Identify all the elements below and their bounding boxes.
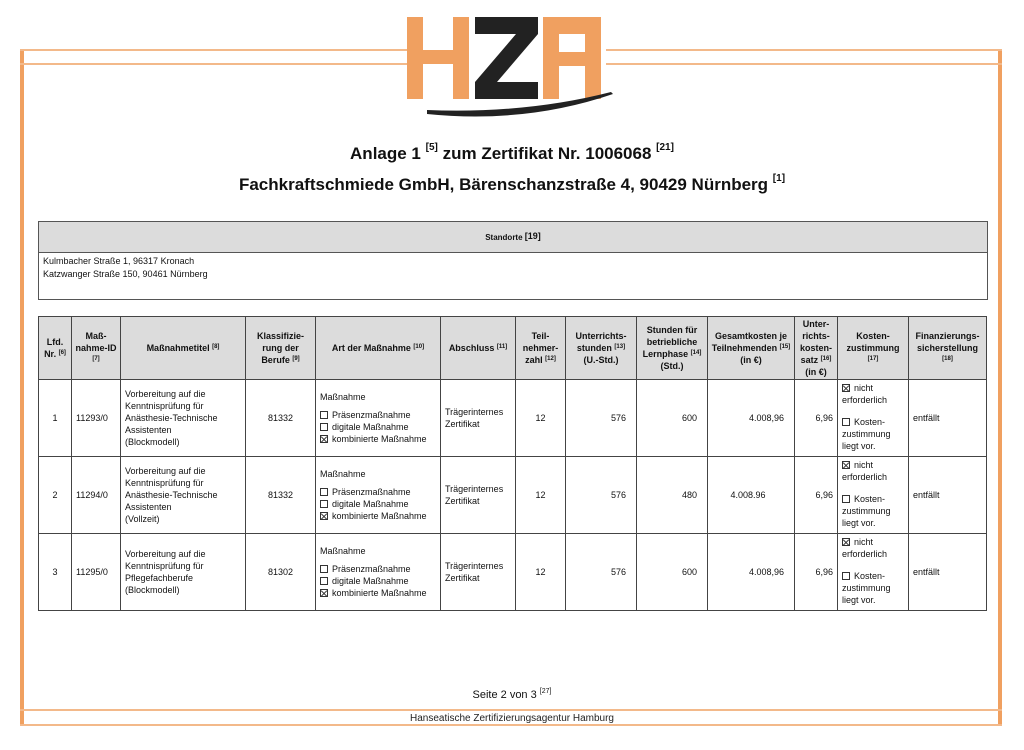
- standort-address: Katzwanger Straße 150, 90461 Nürnberg: [43, 269, 208, 279]
- kostensatz-cell: [795, 380, 838, 457]
- page-number: Seite 2 von 3 [27]: [472, 688, 552, 701]
- checkbox-label: Präsenzmaßnahme: [332, 564, 411, 574]
- abschluss-line: Zertifikat: [445, 573, 480, 583]
- checkbox-label: kombinierte Maßnahme: [332, 588, 427, 598]
- klassifizierung-cell: [246, 457, 316, 534]
- checkbox-label: Kosten-zustimmung liegt vor.: [842, 571, 891, 605]
- finanzierungssicherstellung: entfällt: [913, 567, 940, 577]
- massnahme-id: 11294/0: [76, 490, 108, 500]
- klassifizierung: 81302: [267, 567, 294, 577]
- standorte-box: [38, 221, 988, 300]
- column-header: Klassifizie-rung der Berufe [9]: [246, 317, 316, 380]
- abschluss-line: Trägerinternes: [445, 407, 504, 417]
- abschluss-cell: [441, 534, 516, 611]
- unterrichtskostensatz: 6,96: [815, 567, 833, 577]
- massnahmen-table: [38, 316, 987, 611]
- art-option: [320, 510, 436, 522]
- table-row: [39, 380, 987, 457]
- column-header: Finanzierungs-sicherstellung [18]: [909, 317, 987, 380]
- unterrichtsstunden-cell: [566, 534, 637, 611]
- column-header: Maß-nahme-ID [7]: [72, 317, 121, 380]
- company-address-title: Fachkraftschmiede GmbH, Bärenschanzstraße 4, 90429 Nürnberg [1]: [238, 173, 786, 194]
- column-header: Kosten-zustimmung [17]: [838, 317, 909, 380]
- kostensatz-cell: [795, 534, 838, 611]
- massnahme-id-cell: [72, 534, 121, 611]
- kostenzustimmung-cell: [838, 534, 909, 611]
- checkbox-label: Kosten-zustimmung liegt vor.: [842, 494, 891, 528]
- finanzierungssicherstellung: entfällt: [913, 413, 940, 423]
- column-header: Teil-nehmer-zahl [12]: [516, 317, 566, 380]
- finanzierung-cell: [909, 457, 987, 534]
- checkbox-label: kombinierte Maßnahme: [332, 434, 427, 444]
- column-header: Unter-richts-kosten-satz [16] (in €): [795, 317, 838, 380]
- art-option: [320, 433, 436, 445]
- lernphase-stunden: 600: [681, 567, 697, 577]
- massnahme-id: 11295/0: [76, 567, 108, 577]
- unchecked-box-icon: [320, 565, 328, 573]
- checkbox-label: nicht erforderlich: [842, 537, 888, 559]
- kosten-option: [842, 459, 904, 483]
- finanzierung-cell: [909, 380, 987, 457]
- checkbox-label: Präsenzmaßnahme: [332, 487, 411, 497]
- lfd-nr: 3: [52, 567, 58, 577]
- checkbox-label: digitale Maßnahme: [332, 499, 409, 509]
- massnahmetitel-line: Vorbereitung auf die: [125, 389, 206, 399]
- art-option: [320, 486, 436, 498]
- teilnehmerzahl-cell: [516, 457, 566, 534]
- frame-bottom-line-1: [20, 709, 1002, 711]
- gesamtkosten-cell: [708, 457, 795, 534]
- teilnehmerzahl: 12: [535, 490, 546, 500]
- unterrichtsstunden-cell: [566, 380, 637, 457]
- unchecked-box-icon: [842, 572, 850, 580]
- unterrichtsstunden: 576: [610, 413, 626, 423]
- checked-box-icon: [320, 512, 328, 520]
- kosten-option: [842, 382, 904, 406]
- gesamtkosten-cell: [708, 380, 795, 457]
- column-header: Art der Maßnahme [10]: [316, 317, 441, 380]
- logo-a-counter: [559, 34, 585, 52]
- column-header: Unterrichts-stunden [13] (U.-Std.): [566, 317, 637, 380]
- table-header-row: [39, 317, 987, 380]
- kosten-option: [842, 416, 904, 452]
- art-der-massnahme-cell: [316, 380, 441, 457]
- abschluss-cell: [441, 380, 516, 457]
- art-option: [320, 575, 436, 587]
- massnahme-id-cell: [72, 380, 121, 457]
- standorte-header: Standorte [19]: [39, 222, 987, 253]
- checkbox-label: kombinierte Maßnahme: [332, 511, 427, 521]
- abschluss-cell: [441, 457, 516, 534]
- checkbox-label: digitale Maßnahme: [332, 576, 409, 586]
- certificate-title: Anlage 1 [5] zum Zertifikat Nr. 1006068 [21]: [350, 142, 674, 163]
- lernphase-stunden: 600: [681, 413, 697, 423]
- massnahmetitel-line: Assistenten: [125, 502, 172, 512]
- massnahmetitel-line: (Blockmodell): [125, 437, 180, 447]
- checkbox-label: nicht erforderlich: [842, 460, 888, 482]
- lernphase-stunden: 480: [681, 490, 697, 500]
- lfd-nr: 2: [52, 490, 58, 500]
- klassifizierung-cell: [246, 534, 316, 611]
- kosten-option: [842, 536, 904, 560]
- art-option: [320, 409, 436, 421]
- klassifizierung-cell: [246, 380, 316, 457]
- massnahmetitel-line: Pflegefachberufe: [125, 573, 194, 583]
- teilnehmerzahl-cell: [516, 380, 566, 457]
- lfd-nr: 1: [52, 413, 58, 423]
- gesamtkosten: 4.008.96: [730, 490, 766, 500]
- kostenzustimmung-cell: [838, 380, 909, 457]
- art-der-massnahme-cell: [316, 534, 441, 611]
- unterrichtsstunden: 576: [610, 567, 626, 577]
- kostenzustimmung-cell: [838, 457, 909, 534]
- teilnehmerzahl: 12: [535, 413, 546, 423]
- logo-h-bar: [407, 50, 469, 64]
- massnahmetitel-line: (Blockmodell): [125, 585, 180, 595]
- unterrichtskostensatz: 6,96: [815, 413, 833, 423]
- lernphase-cell: [637, 534, 708, 611]
- art-option: [320, 563, 436, 575]
- standort-address: Kulmbacher Straße 1, 96317 Kronach: [43, 256, 195, 266]
- unterrichtsstunden-cell: [566, 457, 637, 534]
- frame-bottom-line-2: [20, 724, 1002, 726]
- lfd-nr-cell: [39, 457, 72, 534]
- klassifizierung: 81332: [267, 413, 294, 423]
- logo-z: [475, 17, 538, 99]
- massnahmetitel-line: Vorbereitung auf die: [125, 466, 206, 476]
- massnahme-id: 11293/0: [76, 413, 108, 423]
- massnahmetitel-line: Kenntnisprüfung für: [125, 401, 204, 411]
- massnahmetitel-cell: [121, 457, 246, 534]
- frame-top-line-left-2: [20, 63, 410, 65]
- checkbox-label: digitale Maßnahme: [332, 422, 409, 432]
- spacer: [842, 406, 904, 416]
- unchecked-box-icon: [320, 488, 328, 496]
- massnahmetitel-line: Anästhesie-Technische: [125, 413, 218, 423]
- kostensatz-cell: [795, 457, 838, 534]
- gesamtkosten: 4.008,96: [748, 567, 784, 577]
- column-header: Stunden für betriebliche Lernphase [14] (Std.): [637, 317, 708, 380]
- massnahmetitel-line: Vorbereitung auf die: [125, 549, 206, 559]
- abschluss-line: Zertifikat: [445, 419, 480, 429]
- standorte-body: [39, 253, 987, 299]
- art-der-massnahme-cell: [316, 457, 441, 534]
- massnahmetitel-line: Kenntnisprüfung für: [125, 478, 204, 488]
- art-option: [320, 421, 436, 433]
- spacer: [842, 560, 904, 570]
- kosten-option: [842, 570, 904, 606]
- massnahmetitel-line: Anästhesie-Technische: [125, 490, 218, 500]
- massnahmetitel-line: Assistenten: [125, 425, 172, 435]
- lernphase-cell: [637, 457, 708, 534]
- unchecked-box-icon: [842, 418, 850, 426]
- abschluss-line: Trägerinternes: [445, 561, 504, 571]
- checked-box-icon: [320, 589, 328, 597]
- table-row: [39, 534, 987, 611]
- massnahmetitel-line: Kenntnisprüfung für: [125, 561, 204, 571]
- abschluss-line: Trägerinternes: [445, 484, 504, 494]
- abschluss-line: Zertifikat: [445, 496, 480, 506]
- frame-top-line-left: [20, 49, 410, 51]
- checked-box-icon: [842, 461, 850, 469]
- checkbox-label: nicht erforderlich: [842, 383, 888, 405]
- massnahmetitel-line: (Vollzeit): [125, 514, 160, 524]
- unchecked-box-icon: [320, 423, 328, 431]
- hza-logo: [405, 14, 615, 129]
- teilnehmerzahl: 12: [535, 567, 546, 577]
- massnahme-id-cell: [72, 457, 121, 534]
- unchecked-box-icon: [320, 500, 328, 508]
- checked-box-icon: [320, 435, 328, 443]
- art-heading: Maßnahme: [320, 469, 366, 479]
- logo-a: [543, 17, 601, 99]
- lfd-nr-cell: [39, 380, 72, 457]
- unterrichtskostensatz: 6,96: [815, 490, 833, 500]
- unchecked-box-icon: [320, 577, 328, 585]
- finanzierungssicherstellung: entfällt: [913, 490, 940, 500]
- unchecked-box-icon: [320, 411, 328, 419]
- art-heading: Maßnahme: [320, 392, 366, 402]
- unterrichtsstunden: 576: [610, 490, 626, 500]
- frame-top-line-right-2: [606, 63, 1002, 65]
- art-option: [320, 498, 436, 510]
- column-header: Gesamtkosten je Teilnehmenden [15] (in €): [708, 317, 795, 380]
- checked-box-icon: [842, 538, 850, 546]
- lernphase-cell: [637, 380, 708, 457]
- finanzierung-cell: [909, 534, 987, 611]
- checkbox-label: Kosten-zustimmung liegt vor.: [842, 417, 891, 451]
- lfd-nr-cell: [39, 534, 72, 611]
- unchecked-box-icon: [842, 495, 850, 503]
- gesamtkosten: 4.008,96: [748, 413, 784, 423]
- frame-top-line-right: [606, 49, 1002, 51]
- column-header: Lfd. Nr. [6]: [39, 317, 72, 380]
- klassifizierung: 81332: [267, 490, 294, 500]
- spacer: [842, 483, 904, 493]
- art-option: [320, 587, 436, 599]
- column-header: Abschluss [11]: [441, 317, 516, 380]
- footer-agency: Hanseatische Zertifizierungsagentur Hamburg: [410, 713, 614, 724]
- gesamtkosten-cell: [708, 534, 795, 611]
- art-heading: Maßnahme: [320, 546, 366, 556]
- column-header: Maßnahmetitel [8]: [121, 317, 246, 380]
- massnahmetitel-cell: [121, 380, 246, 457]
- checked-box-icon: [842, 384, 850, 392]
- teilnehmerzahl-cell: [516, 534, 566, 611]
- massnahmetitel-cell: [121, 534, 246, 611]
- table-row: [39, 457, 987, 534]
- checkbox-label: Präsenzmaßnahme: [332, 410, 411, 420]
- kosten-option: [842, 493, 904, 529]
